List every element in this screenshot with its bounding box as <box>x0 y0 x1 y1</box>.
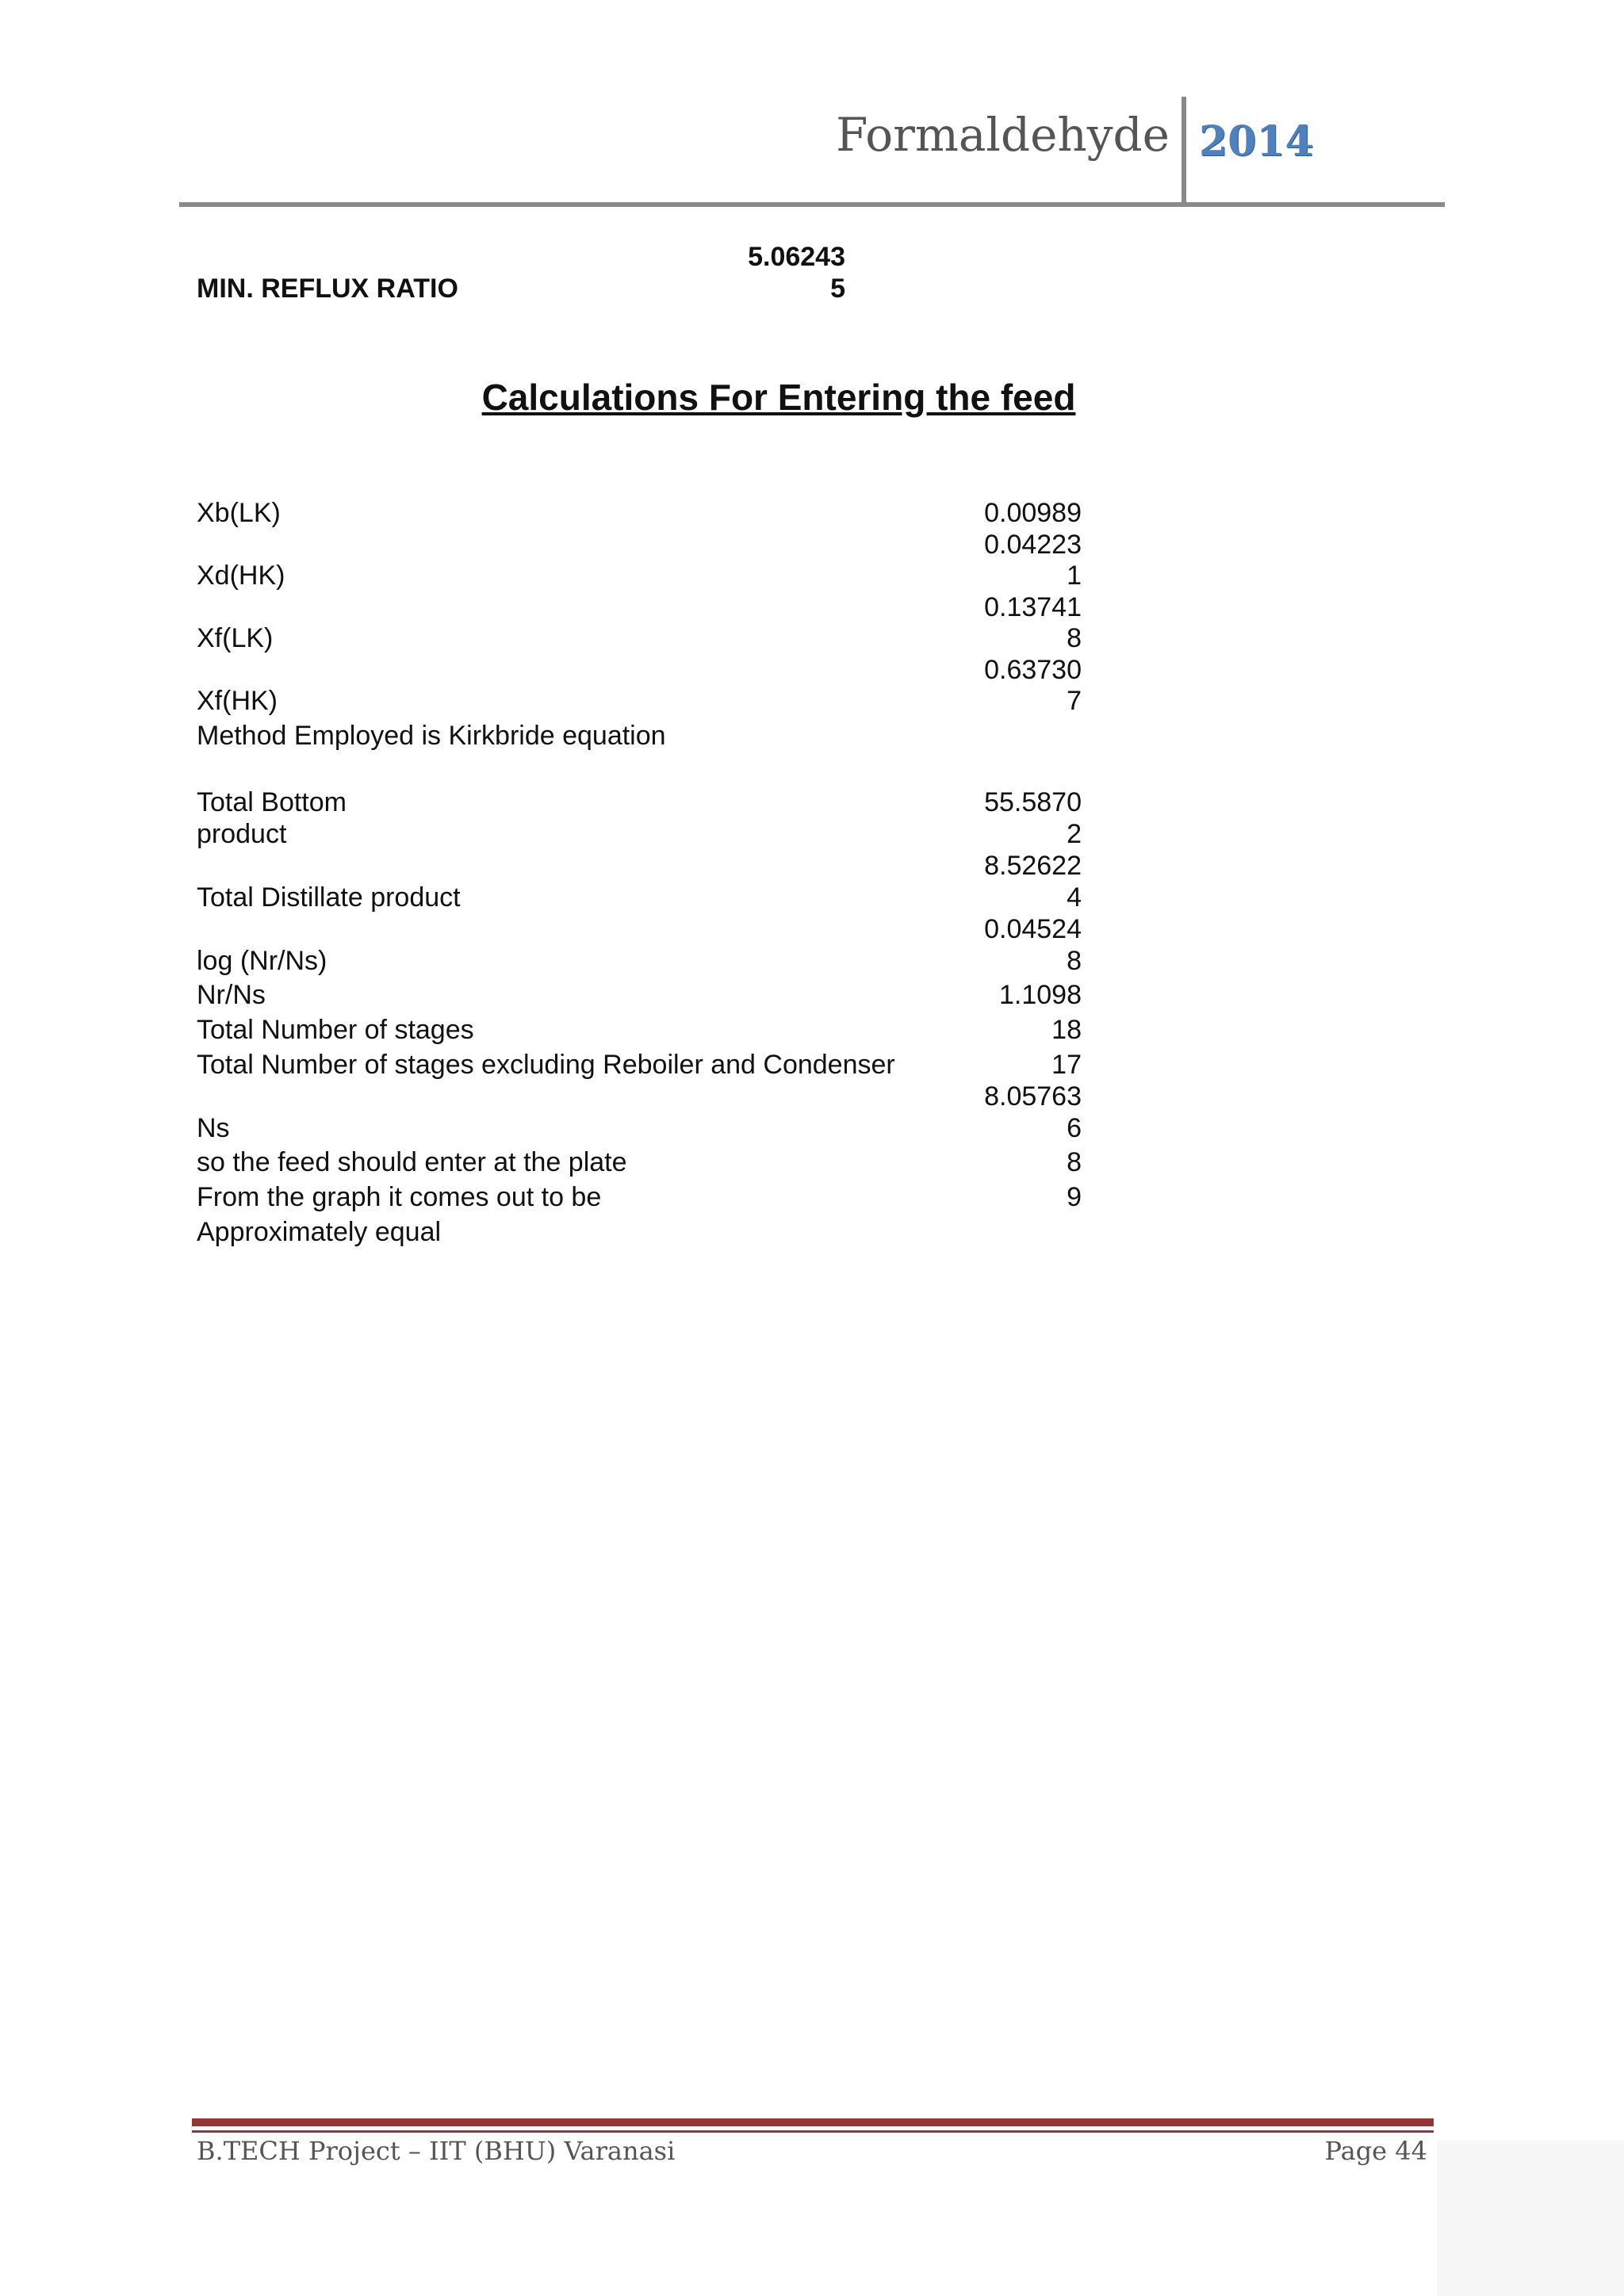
calc-label-stages-excluding: Total Number of stages excluding Reboiler and Condenser <box>197 1050 895 1080</box>
calc-value: 18 <box>1051 1015 1082 1045</box>
calc-label-feed-plate: so the feed should enter at the plate <box>197 1147 627 1177</box>
calc-value: 17 <box>1051 1050 1082 1080</box>
calc-value: 0.04524 <box>984 914 1082 944</box>
min-reflux-value-line2: 5 <box>830 274 845 304</box>
calc-value: 6 <box>1067 1113 1082 1143</box>
calc-value: 0.13741 <box>984 592 1082 622</box>
calc-label-xf-lk: Xf(LK) <box>197 623 274 653</box>
calc-value: 1.1098 <box>999 980 1082 1010</box>
footer-page-number: Page 44 <box>1324 2136 1427 2166</box>
calc-label-product: product <box>197 819 287 849</box>
calc-label-approx-equal: Approximately equal <box>197 1217 442 1247</box>
calc-label-xd-hk: Xd(HK) <box>197 561 285 591</box>
calc-value: 55.5870 <box>984 787 1082 817</box>
calc-label-nr-ns: Nr/Ns <box>197 980 266 1010</box>
calc-value: 0.04223 <box>984 530 1082 560</box>
calc-value: 8.52622 <box>984 851 1082 881</box>
calc-value: 4 <box>1067 882 1082 913</box>
calc-value: 0.63730 <box>984 655 1082 685</box>
calc-label-total-bottom: Total Bottom <box>197 787 347 817</box>
header-divider-vertical <box>1182 97 1186 205</box>
footer-project-text: B.TECH Project – IIT (BHU) Varanasi <box>197 2136 676 2166</box>
calc-label-ns: Ns <box>197 1113 230 1143</box>
calc-label-method: Method Employed is Kirkbride equation <box>197 721 666 751</box>
calc-value: 8 <box>1067 623 1082 653</box>
calc-value: 8.05763 <box>984 1081 1082 1112</box>
calc-value: 1 <box>1067 561 1082 591</box>
calc-label-total-distillate: Total Distillate product <box>197 882 461 913</box>
calc-label-xf-hk: Xf(HK) <box>197 686 278 716</box>
calc-value: 9 <box>1067 1182 1082 1212</box>
page-edge-shading <box>1437 2141 1624 2296</box>
min-reflux-value-line1: 5.06243 <box>748 242 845 272</box>
footer-rule-thick <box>192 2118 1434 2126</box>
running-header-year: 2014 <box>1199 117 1314 166</box>
calc-label-log-nr-ns: log (Nr/Ns) <box>197 946 327 976</box>
calc-value: 0.00989 <box>984 498 1082 528</box>
calc-value: 8 <box>1067 1147 1082 1177</box>
calc-value: 2 <box>1067 819 1082 849</box>
min-reflux-label: MIN. REFLUX RATIO <box>197 274 458 304</box>
calc-label-from-graph: From the graph it comes out to be <box>197 1182 602 1212</box>
header-rule <box>179 202 1445 207</box>
calc-value: 8 <box>1067 946 1082 976</box>
footer-rule-thin <box>192 2130 1434 2133</box>
calc-label-xb-lk: Xb(LK) <box>197 498 281 528</box>
section-heading: Calculations For Entering the feed <box>481 377 1076 418</box>
calc-label-total-stages: Total Number of stages <box>197 1015 474 1045</box>
calc-value: 7 <box>1067 686 1082 716</box>
running-header-title: Formaldehyde <box>836 108 1170 162</box>
